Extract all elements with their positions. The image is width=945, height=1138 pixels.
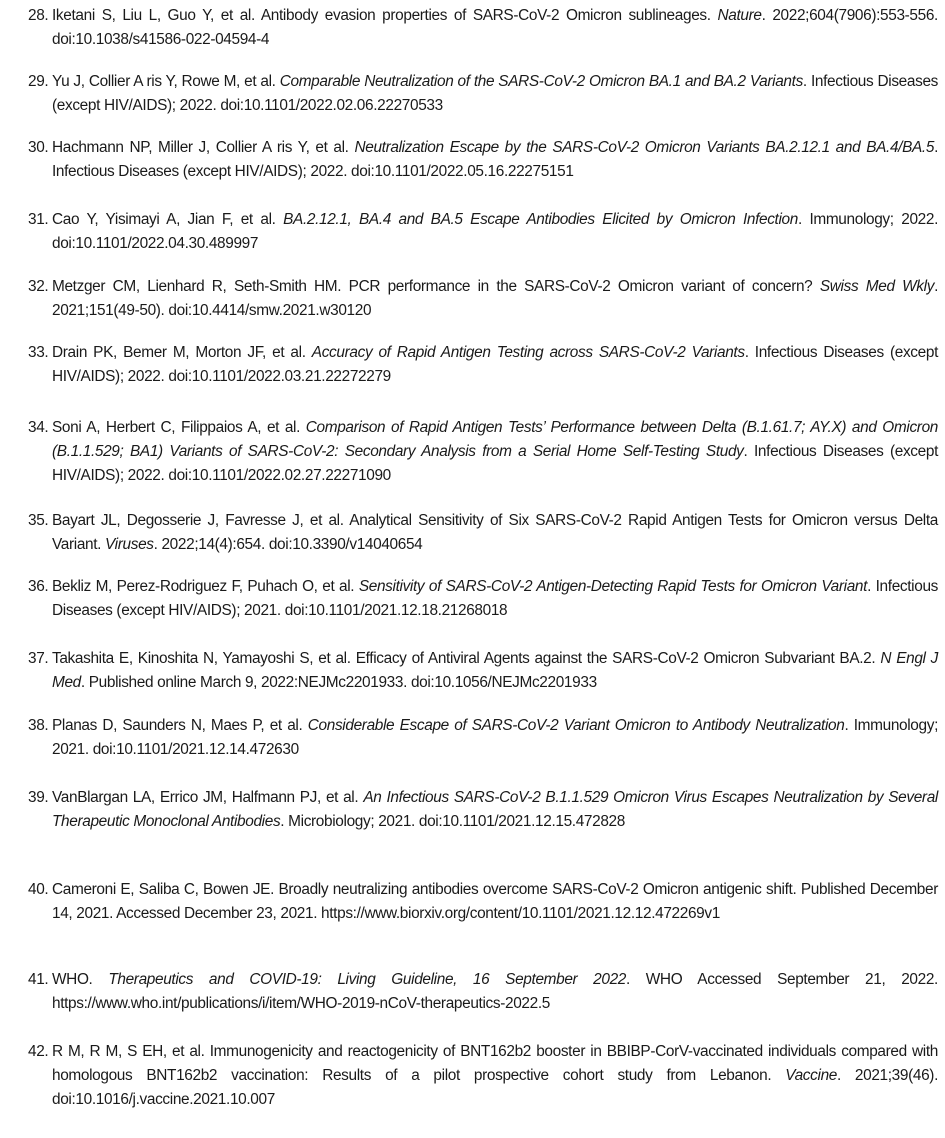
reference-text: Takashita E, Kinoshita N, Yamayoshi S, et al. Efficacy of Antiviral Agents against the SARS-CoV-2 Omicron Subvariant BA.2. N Engl J Med. Published online March 9, 2022:NEJMc2201933. doi:10.1056/NEJMc2201933 <box>52 650 938 691</box>
reference-number: 36. <box>28 578 49 595</box>
reference-text: VanBlargan LA, Errico JM, Halfmann PJ, et al. An Infectious SARS-CoV-2 B.1.1.529 Omicron Virus Escapes Neutralization by Several Therapeutic Monoclonal Antibodies. Microbiology; 2021. doi:10.1101/2021.12.15.472828 <box>52 789 938 830</box>
reference-text: Cameroni E, Saliba C, Bowen JE. Broadly neutralizing antibodies overcome SARS-CoV-2 Omicron antigenic shift. Published December 14, 2021. Accessed December 23, 2021. https://www.biorxiv.org/content/10.1101/2021.12.12.472269v1 <box>52 881 938 922</box>
reference-text: Bayart JL, Degosserie J, Favresse J, et al. Analytical Sensitivity of Six SARS-CoV-2 Rapid Antigen Tests for Omicron versus Delta Variant. Viruses. 2022;14(4):654. doi:10.3390/v14040654 <box>52 512 938 553</box>
reference-text: Yu J, Collier A ris Y, Rowe M, et al. Comparable Neutralization of the SARS-CoV-2 Omicron BA.1 and BA.2 Variants. Infectious Diseases (except HIV/AIDS); 2022. doi:10.1101/2022.02.06.22270533 <box>52 73 938 114</box>
reference-text: R M, R M, S EH, et al. Immunogenicity and reactogenicity of BNT162b2 booster in BBIBP-CorV-vaccinated individuals compared with homologous BNT162b2 vaccination: Results of a pilot prospective cohort study from Lebanon. Vaccine. 2021;39(46). doi:10.1016/j.vaccine.2021.10.007 <box>52 1043 938 1108</box>
reference-text: Bekliz M, Perez-Rodriguez F, Puhach O, et al. Sensitivity of SARS-CoV-2 Antigen-Detecting Rapid Tests for Omicron Variant. Infectious Diseases (except HIV/AIDS); 2021. doi:10.1101/2021.12.18.21268018 <box>52 578 939 619</box>
reference-number: 40. <box>28 881 49 898</box>
reference-number: 30. <box>28 139 49 156</box>
reference-text: WHO. Therapeutics and COVID-19: Living Guideline, 16 September 2022. WHO Accessed September 21, 2022. https://www.who.int/publications/i/item/WHO-2019-nCoV-therapeutics-2022.5 <box>52 971 938 1012</box>
reference-text: Cao Y, Yisimayi A, Jian F, et al. BA.2.12.1, BA.4 and BA.5 Escape Antibodies Elicited by Omicron Infection. Immunology; 2022. doi:10.1101/2022.04.30.489997 <box>52 211 938 252</box>
reference-number: 32. <box>28 278 49 295</box>
reference-text: Planas D, Saunders N, Maes P, et al. Considerable Escape of SARS-CoV-2 Variant Omicron to Antibody Neutralization. Immunology; 2021. doi:10.1101/2021.12.14.472630 <box>52 717 938 758</box>
reference-number: 37. <box>28 650 49 667</box>
reference-number: 35. <box>28 512 49 529</box>
reference-text: Iketani S, Liu L, Guo Y, et al. Antibody evasion properties of SARS-CoV-2 Omicron sublineages. Nature. 2022;604(7906):553-556. doi:10.1038/s41586-022-04594-4 <box>52 7 938 48</box>
reference-text: Metzger CM, Lienhard R, Seth-Smith HM. PCR performance in the SARS-CoV-2 Omicron variant of concern? Swiss Med Wkly. 2021;151(49-50). doi:10.4414/smw.2021.w30120 <box>52 278 938 319</box>
reference-number: 39. <box>28 789 49 806</box>
reference-number: 31. <box>28 211 49 228</box>
reference-text: Soni A, Herbert C, Filippaios A, et al. Comparison of Rapid Antigen Tests’ Performance between Delta (B.1.61.7; AY.X) and Omicron (B.1.1.529; BA1) Variants of SARS-CoV-2: Secondary Analysis from a Serial Home Self-Testing Study. Infectious Diseases (except HIV/AIDS); 2022. doi:10.1101/2022.02.27.22271090 <box>52 419 938 484</box>
reference-text: Drain PK, Bemer M, Morton JF, et al. Accuracy of Rapid Antigen Testing across SARS-CoV-2 Variants. Infectious Diseases (except HIV/AIDS); 2022. doi:10.1101/2022.03.21.22272279 <box>52 344 939 385</box>
reference-number: 29. <box>28 73 49 90</box>
reference-number: 42. <box>28 1043 49 1060</box>
reference-number: 33. <box>28 344 49 361</box>
reference-number: 28. <box>28 7 49 24</box>
reference-number: 38. <box>28 717 49 734</box>
reference-number: 41. <box>28 971 49 988</box>
reference-text: Hachmann NP, Miller J, Collier A ris Y, et al. Neutralization Escape by the SARS-CoV-2 Omicron Variants BA.2.12.1 and BA.4/BA.5. Infectious Diseases (except HIV/AIDS); 2022. doi:10.1101/2022.05.16.22275151 <box>52 139 938 180</box>
reference-number: 34. <box>28 419 49 436</box>
